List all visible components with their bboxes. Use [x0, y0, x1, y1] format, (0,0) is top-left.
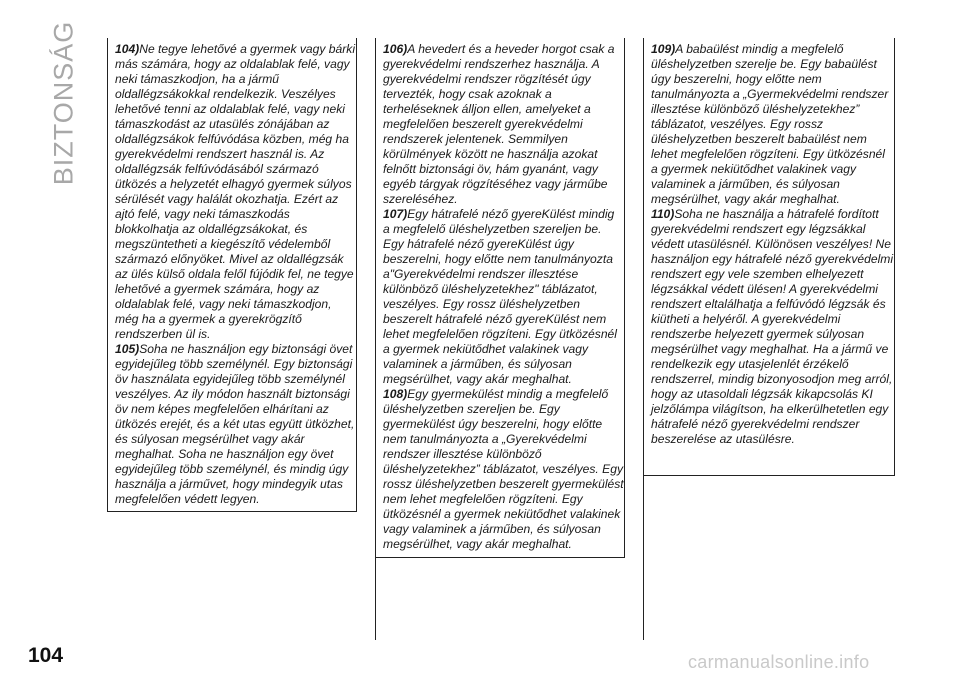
warning-text: A babaülést mindig a megfelelő üléshelyzetben szerelje be. Egy babaülést úgy beszerelni, hogy előtte nem tanulmányozta a „Gyermekvédelmi rendszer illesztése különböző üléshelyzetekhez” táblázatot, veszélyes. Egy rossz üléshelyzetben beszerelt babaülést nem lehet megfelelően rögzíteni. Egy ütközésnél a gyermek nekiütődhet valakinek vagy valaminek a járműben, és súlyosan megsérülhet, vagy akár meghalhat.	[651, 42, 889, 206]
warning-text: Soha ne használjon egy biztonsági övet egyidejűleg több személynél. Egy biztonsági öv használata egyidejűleg több személynél veszélyes. Az ily módon használt biztonsági öv nem képes megfelelően elhárítani az ütközés erejét, és a két utas együtt ütközhet, és súlyosan megsérülhet vagy akár meghalhat. Soha ne használjon egy övet egyidejűleg több személynél, és mindig úgy használja a járművet, hogy mindegyik utas megfelelően védett legyen.	[115, 342, 355, 506]
warning-number: 110)	[651, 207, 675, 221]
warning-number: 106)	[383, 42, 408, 56]
warning-number: 108)	[383, 387, 408, 401]
warning-text: Soha ne használja a hátrafelé fordított gyerekvédelmi rendszert egy légzsákkal védett utasülésnél. Különösen veszélyes! Ne használjon egy hátrafelé néző gyerekvédelmi rendszert egy vele szemben elhelyezett légzsákkal védett ülésen! A gyerekvédelmi rendszert eltalálhatja a felfúvódó légzsák és kiütheti a helyéről. A gyerekvédelmi rendszerbe helyezett gyermek súlyosan megsérülhet vagy meghalhat. Ha a jármű ve rendelkezik egy utasjelenlét érzékelő rendszerrel, mindig bizonyosodjon meg arról, hogy az utasoldali légzsák kikapcsolás KI jelzőlámpa világítson, ha elkerülhetetlen egy hátrafelé néző gyerekvédelmi rendszer beszerelése az utasülésre.	[651, 207, 894, 446]
column-divider	[375, 558, 376, 640]
warning-text: Egy hátrafelé néző gyereKülést mindig a megfelelő üléshelyzetben szereljen be. Egy hátrafelé néző gyereKülést úgy beszerelni, hogy előtte nem tanulmányozta a"Gyerekvédelmi rendszer illesztése különböző üléshelyzetekhez" táblázatot, veszélyes. Egy rossz üléshelyzetben beszerelt hátrafelé néző gyereKülést nem lehet megfelelően rögzíteni. Egy ütközésnél a gyermek nekiütődhet valakinek vagy valaminek a járműben, és súlyosan megsérülhet, vagy akár meghalhat.	[383, 207, 617, 386]
watermark: carmanualsonline.info	[688, 652, 870, 672]
warning-column-3	[643, 38, 895, 476]
warning-paragraph	[383, 387, 624, 552]
warning-paragraph	[115, 38, 356, 342]
column-divider	[643, 476, 644, 640]
warning-text: Egy gyermekülést mindig a megfelelő üléshelyzetben szereljen be. Egy gyermekülést úgy beszerelni, hogy előtte nem tanulmányozta a „Gyerekvédelmi rendszer illesztése különböző üléshelyzetekhez” táblázatot, veszélyes. Egy rossz üléshelyzetben beszerelt gyermekülést nem lehet megfelelően rögzíteni. Egy ütközésnél a gyermek nekiütődhet valakinek vagy valaminek a járműben, és súlyosan megsérülhet, vagy akár meghalhat.	[383, 387, 624, 551]
warning-number: 107)	[383, 207, 408, 221]
warning-text: Ne tegye lehetővé a gyermek vagy bárki más számára, hogy az oldalablak felé, vagy neki támaszkodjon, ha a jármű oldallégzsákokkal rendelkezik. Veszélyes lehetővé tenni az oldalablak felé, vagy neki támaszkodást az utasülés zónájában az oldallégzsákok felfúvódása közben, még ha gyerekvédelmi rendszert használ is. Az oldallégzsák felfúvódásából származó ütközés a helyzetét elhagyó gyermek súlyos sérülését vagy halálát okozhatja. Ezért az ajtó felé, vagy neki támaszkodás blokkolhatja az oldallégzsákokat, és megszüntetheti a kiegészítő védelemből származó előnyöket. Mivel az oldallégzsák az ülés külső oldala felől fújódik fel, ne tegye lehetővé a gyermek számára, hogy az oldalablak felé, vagy neki támaszkodjon, még ha a gyermek a gyerekrögzítő rendszerben ül is.	[115, 42, 356, 341]
warning-paragraph	[115, 342, 356, 507]
warning-number: 104)	[115, 42, 140, 56]
warning-column-2	[375, 38, 625, 558]
section-title-text: BIZTONSÁG	[48, 20, 79, 186]
warning-paragraph	[383, 207, 624, 387]
warning-text: A hevedert és a heveder horgot csak a gyerekvédelmi rendszerhez használja. A gyerekvédelmi rendszer rögzítését úgy tervezték, hogy csak azoknak a terheléseknek álljon ellen, amelyeket a megfelelően beszerelt gyerekvédelmi rendszerek jelentenek. Semmilyen körülmények között ne használja azokat felnőtt biztonsági öv, hám gyanánt, vagy egyéb tárgyak rögzítéséhez vagy járműbe szereléséhez.	[383, 42, 615, 206]
warning-paragraph	[651, 38, 894, 207]
warning-number: 109)	[651, 42, 676, 56]
warning-number: 105)	[115, 342, 140, 356]
page-number: 104	[28, 644, 64, 667]
warning-column-1	[107, 38, 357, 512]
section-title	[44, 20, 84, 186]
warning-paragraph	[651, 207, 894, 447]
warning-paragraph	[383, 38, 624, 207]
